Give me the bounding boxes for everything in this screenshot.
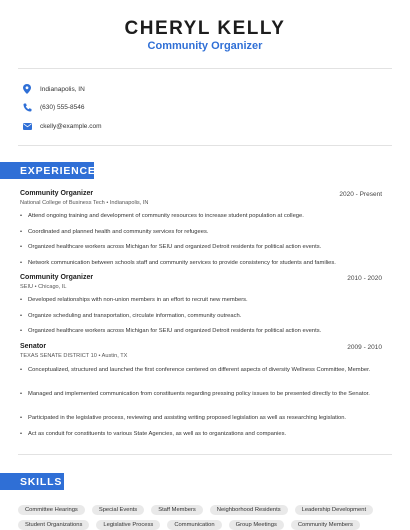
skill-chip: Staff Members — [151, 505, 203, 515]
job-bullet: • Organized healthcare workers across Michigan for SEIU and organized Detroit residents for political action events. — [20, 327, 380, 336]
job-bullet: • Organized healthcare workers across Michigan for SEIU and organized Detroit residents for political action events. — [20, 243, 380, 252]
job-bullet: • Attend ongoing training and development of community resources to increase student population at college. — [20, 212, 380, 221]
experience-heading: EXPERIENCE — [0, 162, 94, 179]
resume-title: Community Organizer — [147, 40, 263, 52]
contact-phone — [22, 102, 84, 112]
job-bullet: • Coordinated and planned health and community services for refugees. — [20, 228, 380, 237]
contact-location — [22, 84, 85, 94]
skills-heading: SKILLS — [0, 473, 64, 490]
skill-chip: Student Organizations — [18, 520, 89, 530]
skills-divider — [18, 454, 392, 455]
contact-divider — [18, 145, 392, 146]
job-bullet: • Developed relationships with non-union members in an effort to recruit new members. — [20, 296, 380, 305]
phone-icon — [22, 102, 32, 112]
envelope-icon — [22, 121, 32, 131]
job-bullet: • Act as conduit for constituents to various State Agencies, as well as to organizations and companies. — [20, 430, 380, 439]
job-bullet: • Participated in the legislative process, reviewing and assisting writing proposed legislation as well as researching legislation. — [20, 414, 380, 423]
map-pin-icon — [22, 84, 32, 94]
job-organization: TEXAS SENATE DISTRICT 10 • Austin, TX — [20, 353, 128, 359]
skill-chip: Special Events — [92, 505, 144, 515]
skill-chip: Group Meetings — [229, 520, 284, 530]
skill-chip: Neighborhood Residents — [210, 505, 288, 515]
contact-location-text: Indianapolis, IN — [40, 85, 85, 93]
job-bullet: • Organize scheduling and transportation, circulate information, community outreach. — [20, 312, 380, 321]
job-title: Community Organizer — [20, 190, 94, 197]
skill-chip: Leadership Development — [295, 505, 373, 515]
skills-row — [18, 505, 373, 515]
header-divider — [18, 68, 392, 69]
skill-chip: Legislative Process — [96, 520, 160, 530]
skill-chip: Community Members — [291, 520, 360, 530]
job-dates: 2020 - Present — [339, 191, 382, 198]
contact-email-text: ckelly@example.com — [40, 122, 102, 130]
job-title: Senator — [20, 343, 47, 350]
contact-email — [22, 121, 102, 131]
job-bullet: • Network communication between schools staff and community services to provide consistency for students and families. — [20, 259, 380, 268]
skills-row — [18, 520, 360, 530]
skill-chip: Communication — [167, 520, 221, 530]
job-organization: National College of Business Tech • Indianapolis, IN — [20, 200, 149, 206]
job-title: Community Organizer — [20, 274, 94, 281]
skill-chip: Committee Hearings — [18, 505, 85, 515]
contact-phone-text: (630) 555-8546 — [40, 103, 85, 111]
job-organization: SEIU • Chicago, IL — [20, 284, 67, 290]
job-dates: 2009 - 2010 — [347, 344, 382, 351]
job-bullet: • Conceptualized, structured and launched the first conference centered on different aspects of diversity Wellness Committee, Member. — [20, 366, 380, 375]
job-bullet: • Managed and implemented communication from constituents regarding pressing policy issues to be presented directly to the Senator. — [20, 390, 380, 399]
resume-name: CHERYL KELLY — [124, 18, 286, 39]
job-dates: 2010 - 2020 — [347, 275, 382, 282]
